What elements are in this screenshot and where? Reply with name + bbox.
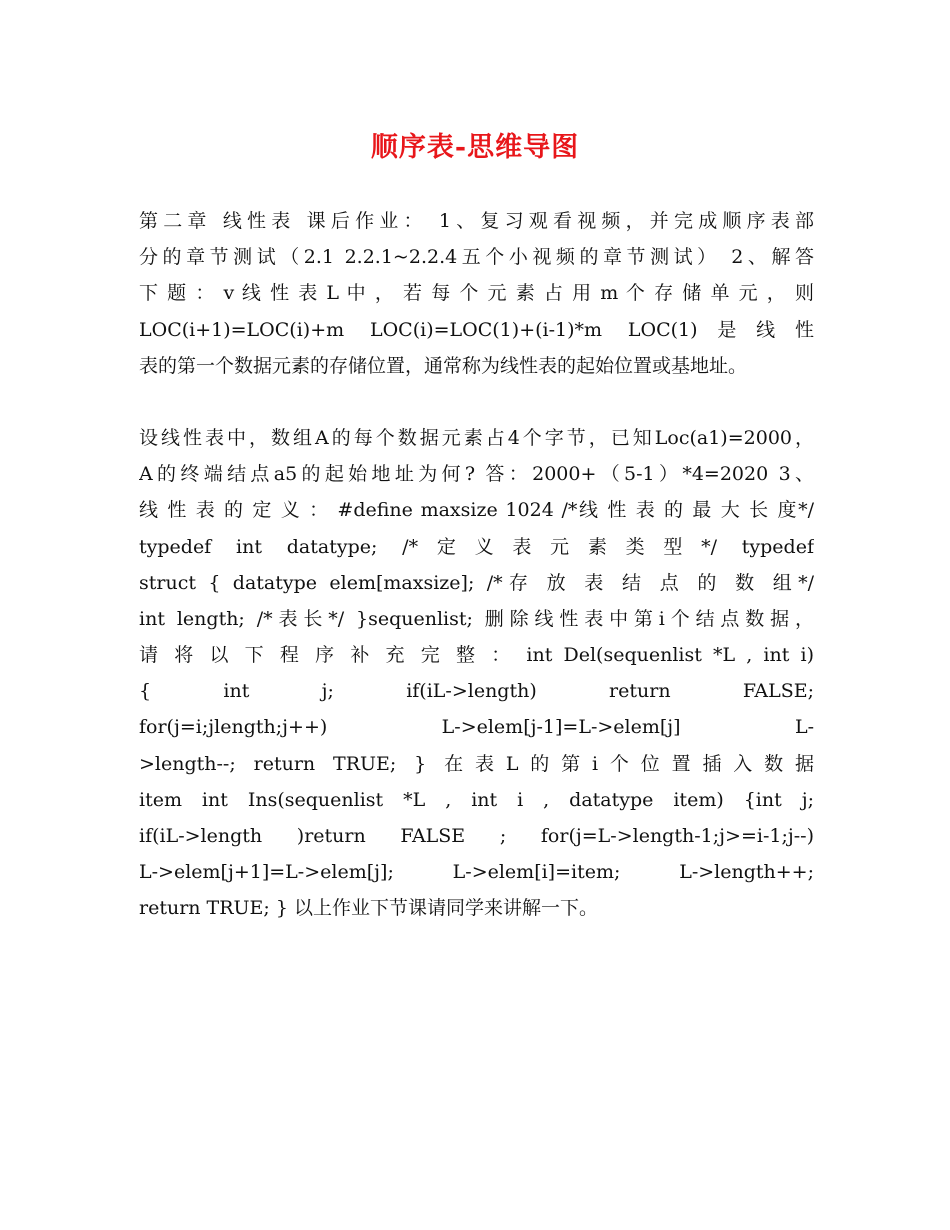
- text-line: { int j; if(iL->length) return FALSE;: [139, 680, 814, 703]
- document-body: [139, 203, 814, 927]
- text-line: 请 将 以 下 程 序 补 充 完 整 ： int Del(sequenlist *L , int i): [139, 644, 814, 667]
- text-line: for(j=i;jlength;j++) L->elem[j-1]=L->elem[j] L-: [139, 716, 814, 739]
- paragraph-exercises: [139, 420, 814, 927]
- text-line: int length; /*表长*/ }sequenlist; 删除线性表中第i个结点数据，: [139, 607, 814, 630]
- document-title: 顺序表-思维导图: [370, 132, 580, 163]
- text-line: A的终端结点a5的起始地址为何? 答：2000+（5-1）*4=2020 3、: [139, 463, 814, 486]
- text-line: L->elem[j+1]=L->elem[j]; L->elem[i]=item; L->length++;: [139, 861, 814, 884]
- text-line: 线 性 表 的 定 义 ： #define maxsize 1024 /*线 性 表 的 最 大 长 度*/: [139, 499, 814, 522]
- paragraph-gap: [139, 384, 814, 420]
- text-line: typedef int datatype; /*定义表元素类型*/ typedef: [139, 535, 814, 558]
- paragraph-assignment: [139, 203, 814, 384]
- text-line: 第二章 线性表 课后作业： 1、复习观看视频，并完成顺序表部: [139, 210, 814, 232]
- text-line: 下 题 ： v 线 性 表 L 中 ， 若 每 个 元 素 占 用 m 个 存 储 单 元 ， 则: [139, 282, 814, 305]
- text-line: item int Ins(sequenlist *L , int i , datatype item) {int j;: [139, 788, 814, 811]
- text-line: >length--; return TRUE; } 在表L的第i个位置插入数据: [139, 752, 814, 775]
- text-line: LOC(i+1)=LOC(i)+m LOC(i)=LOC(1)+(i-1)*m LOC(1)是线性: [139, 318, 814, 341]
- text-line: if(iL->length )return FALSE ; for(j=L->length-1;j>=i-1;j--): [139, 825, 814, 847]
- text-line: 表的第一个数据元素的存储位置，通常称为线性表的起始位置或基地址。: [139, 354, 748, 377]
- text-line: return TRUE; } 以上作业下节课请同学来讲解一下。: [139, 897, 598, 920]
- text-line: struct { datatype elem[maxsize]; /*存 放 表 结 点 的 数 组*/: [139, 571, 814, 594]
- text-line: 分的章节测试（2.1 2.2.1~2.2.4五个小视频的章节测试） 2、解答: [139, 246, 814, 269]
- text-line: 设线性表中，数组A的每个数据元素占4个字节，已知Loc(a1)=2000，: [139, 426, 814, 449]
